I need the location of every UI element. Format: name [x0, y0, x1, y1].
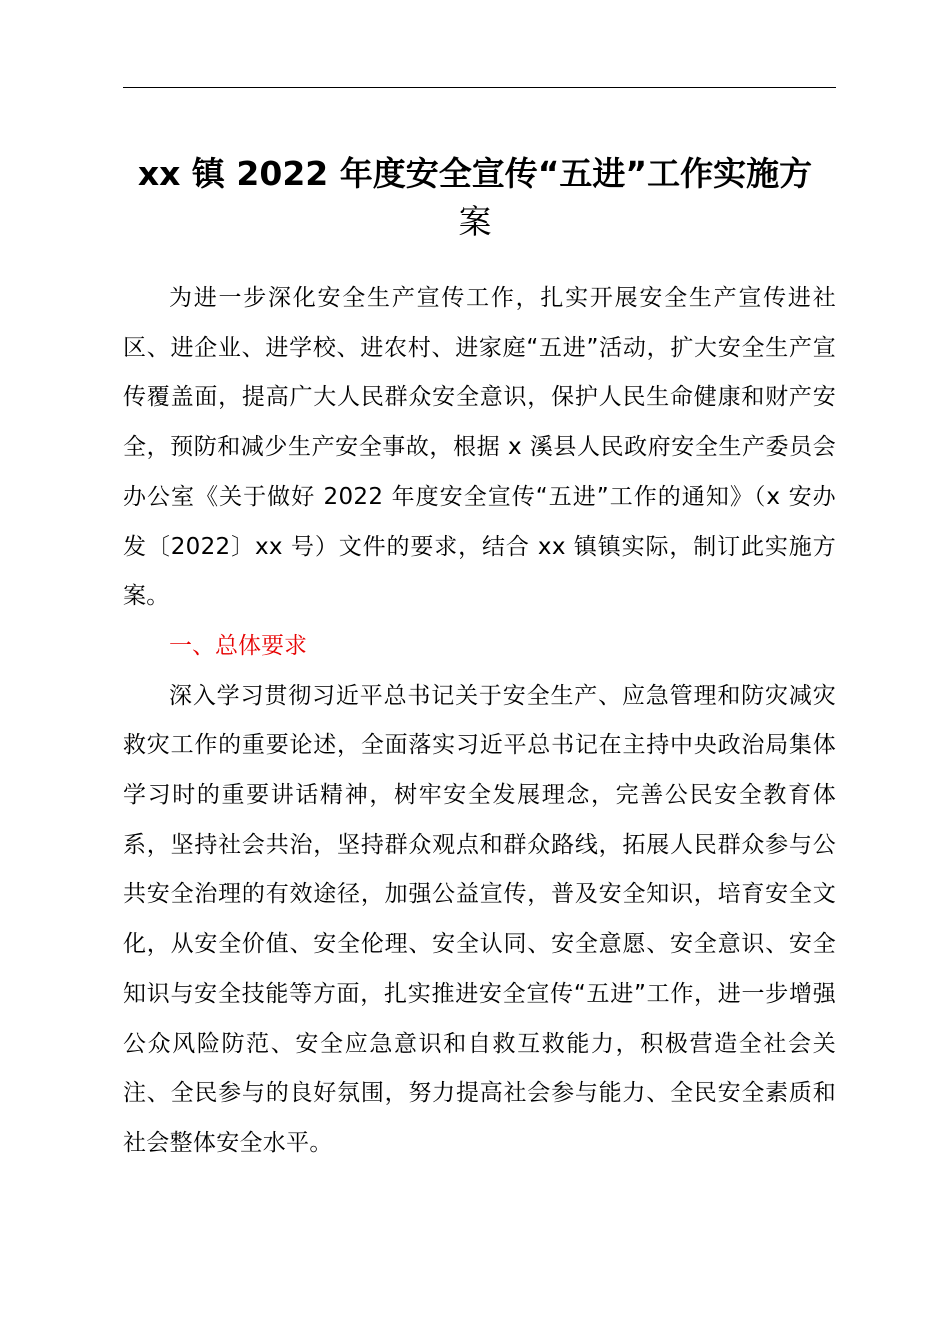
title-line-2: 案: [458, 202, 492, 241]
document-body: [123, 274, 836, 1169]
document-title: [100, 150, 850, 246]
section-heading-general-requirements: 一、总体要求: [169, 632, 307, 659]
section-paragraph-general-requirements: 深入学习贯彻习近平总书记关于安全生产、应急管理和防灾减灾救灾工作的重要论述，全面落实习近平总书记在主持中央政治局集体学习时的重要讲话精神，树牢安全发展理念，完善公民安全教育体系，坚持社会共治，坚持群众观点和群众路线，拓展人民群众参与公共安全治理的有效途径，加强公益宣传，普及安全知识，培育安全文化，从安全价值、安全伦理、安全认同、安全意愿、安全意识、安全知识与安全技能等方面，扎实推进安全宣传“五进”工作，进一步增强公众风险防范、安全应急意识和自救互救能力，积极营造全社会关注、全民参与的良好氛围，努力提高社会参与能力、全民安全素质和社会整体安全水平。: [123, 682, 836, 1156]
intro-paragraph: 为进一步深化安全生产宣传工作，扎实开展安全生产宣传进社区、进企业、进学校、进农村、进家庭“五进”活动，扩大安全生产宣传覆盖面，提高广大人民群众安全意识，保护人民生命健康和财产安全，预防和减少生产安全事故，根据 x 溪县人民政府安全生产委员会办公室《关于做好 2022 年度安全宣传“五进”工作的通知》（x 安办发〔2022〕xx 号）文件的要求，结合 xx 镇镇实际，制订此实施方案。: [123, 285, 836, 610]
title-line-1: xx 镇 2022 年度安全宣传“五进”工作实施方: [137, 154, 813, 193]
header-rule: [123, 87, 836, 88]
